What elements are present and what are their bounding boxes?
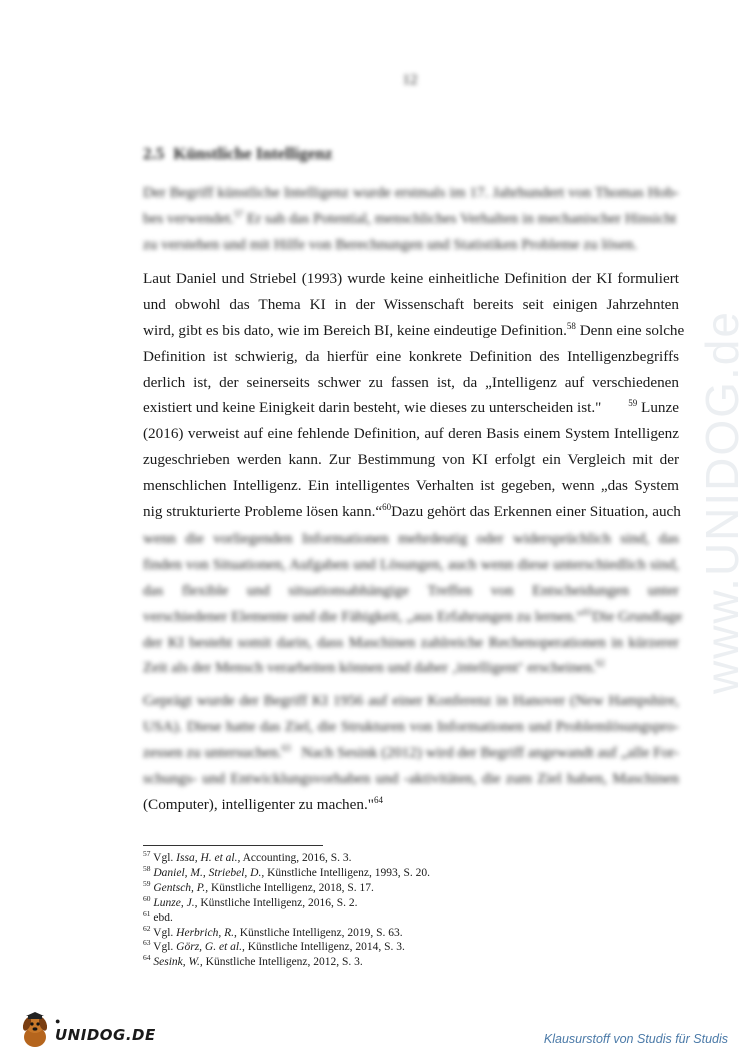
footnote: $^{59}$ Gentsch, P., Künstliche Intelligenz, 2018, S. 17. [143,878,374,894]
logo-text: UNIDOG.DE [55,1026,156,1044]
paw-icon: ● [55,1016,61,1026]
paragraph-line: schungs- und Entwicklungsvorhaben und -aktivitäten, die zum Ziel haben, Maschinen [143,769,679,787]
paragraph-line: zugeschrieben werden kann. Zur Bestimmung von KI erfolgt ein Vergleich mit der [143,451,679,469]
footnote: $^{62}$ Vgl. Herbrich, R., Künstliche Intelligenz, 2019, S. 63. [143,923,403,939]
paragraph-line: das flexible und situationsabhängige Treffen von Entscheidungen unter [143,581,679,599]
paragraph-2-continued [143,526,683,681]
paragraph-line: zu verstehen und mit Hilfe von Berechnungen und Statistiken Probleme zu lösen. [143,235,638,253]
paragraph-line: zessen zu untersuchen.$^{63}$ Nach Sesink (2012) wird der Begriff angewandt auf „alle For- [143,742,679,761]
footnote-ref: 57 [234,208,244,219]
section-number: 2.5 [143,144,165,163]
footnote-ref: 58 [566,320,576,331]
paragraph-line: der KI besteht somit darin, dass Maschinen zahlreiche Rechenoperationen in kürzerer [143,633,679,651]
footer-slogan: Klausurstoff von Studis für Studis [543,1032,728,1046]
footnote: $^{61}$ ebd. [143,908,173,924]
paragraph-line: (2016) verweist auf eine fehlende Definition, auf deren Basis einem System Intelligenz [143,425,679,443]
footnote-ref: 60 [382,501,392,512]
footnote: $^{57}$ Vgl. Issa, H. et al., Accounting, 2016, S. 3. [143,849,352,864]
footnotes [143,851,430,970]
paragraph-line: wenn die vorliegenden Informationen mehrdeutig oder widersprüchlich sind, das [143,530,679,547]
footnote: $^{63}$ Vgl. Görz, G. et al., Künstliche Intelligenz, 2014, S. 3. [143,938,405,954]
watermark [696,265,748,735]
paragraph-line: Laut Daniel und Striebel (1993) wurde keine einheitliche Definition der KI formuliert [143,270,679,287]
paragraph-line: Zeit als der Mensch verarbeiten können und daher ‚intelligent‘ erscheinen.$^{62}$ [143,658,605,677]
footnote: $^{64}$ Sesink, W., Künstliche Intelligenz, 2012, S. 3. [143,953,363,969]
paragraph-line: Geprägt wurde der Begriff KI 1956 auf einer Konferenz in Hanover (New Hampshire, [143,692,679,709]
footnote: $^{58}$ Daniel, M., Striebel, D., Künstliche Intelligenz, 1993, S. 20. [143,864,430,879]
paragraph-line: bes verwendet.$^{57}$ Er sah das Potential, menschliches Verhalten in mechanischer Hinsicht [143,208,677,227]
paragraph-line: finden von Situationen, Aufgaben und Lösungen, auch wenn diese unterschiedlich sind, [143,555,679,573]
paragraph-line: (Computer), intelligenter zu machen."$^{64}$ [143,794,383,813]
paragraph-line: wird, gibt es bis dato, wie im Bereich BI, keine eindeutige Definition.$^{58}$ Denn eine solche [143,320,685,339]
paragraph-line: derlich ist, der seinerseits schwer zu fassen ist, da „Intelligenz auf verschiedenen [143,373,679,391]
paragraph-3 [143,688,679,792]
paragraph-line: Der Begriff künstliche Intelligenz wurde erstmals im 17. Jahrhundert von Thomas Hob- [143,184,679,201]
paragraph-line: existiert und keine Einigkeit darin besteht, wie dieses zu unterscheiden ist." $^{59}$ Lunze [143,398,679,417]
paragraph-line: menschlichen Intelligenz. Ein intelligentes Verhalten ist gegeben, wenn „das System [143,477,679,495]
paragraph-1 [143,180,679,258]
logo [15,1010,155,1050]
paragraph-line: verschiedener Elemente und die Fähigkeit, „aus Erfahrungen zu lernen.“$^{61}$ Die Grundlage [143,606,683,625]
watermark-text: www.UNIDOG.de [696,310,748,694]
section-heading [143,144,332,164]
section-title: Künstliche Intelligenz [173,144,333,163]
footnote: $^{60}$ Lunze, J., Künstliche Intelligenz, 2016, S. 2. [143,893,358,909]
footnote-ref: 64 [373,794,383,805]
page-number: 12 [402,72,418,88]
footnote-ref: 62 [595,658,605,669]
dog-mascot-icon [15,1010,55,1050]
paragraph-line: nig strukturierte Probleme lösen kann.“$^{60}$ Dazu gehört das Erkennen einer Situation, auch [143,501,681,521]
paragraph-line: USA). Diese hatte das Ziel, die Strukturen von Informationen und Problemlösungspro- [143,717,679,735]
footnote-ref: 61 [583,606,593,617]
paragraph-line: und obwohl das Thema KI in der Wissenschaft bereits seit einigen Jahrzehnten [143,295,679,313]
footnote-ref: 59 [628,398,638,409]
paragraph-line: Definition ist schwierig, da hierfür eine konkrete Definition des Intelligenzbegriffs [143,347,679,365]
paragraph-2 [143,266,685,525]
footnote-divider [143,845,323,846]
footnote-ref: 63 [281,742,291,753]
paragraph-3-end [143,792,679,818]
